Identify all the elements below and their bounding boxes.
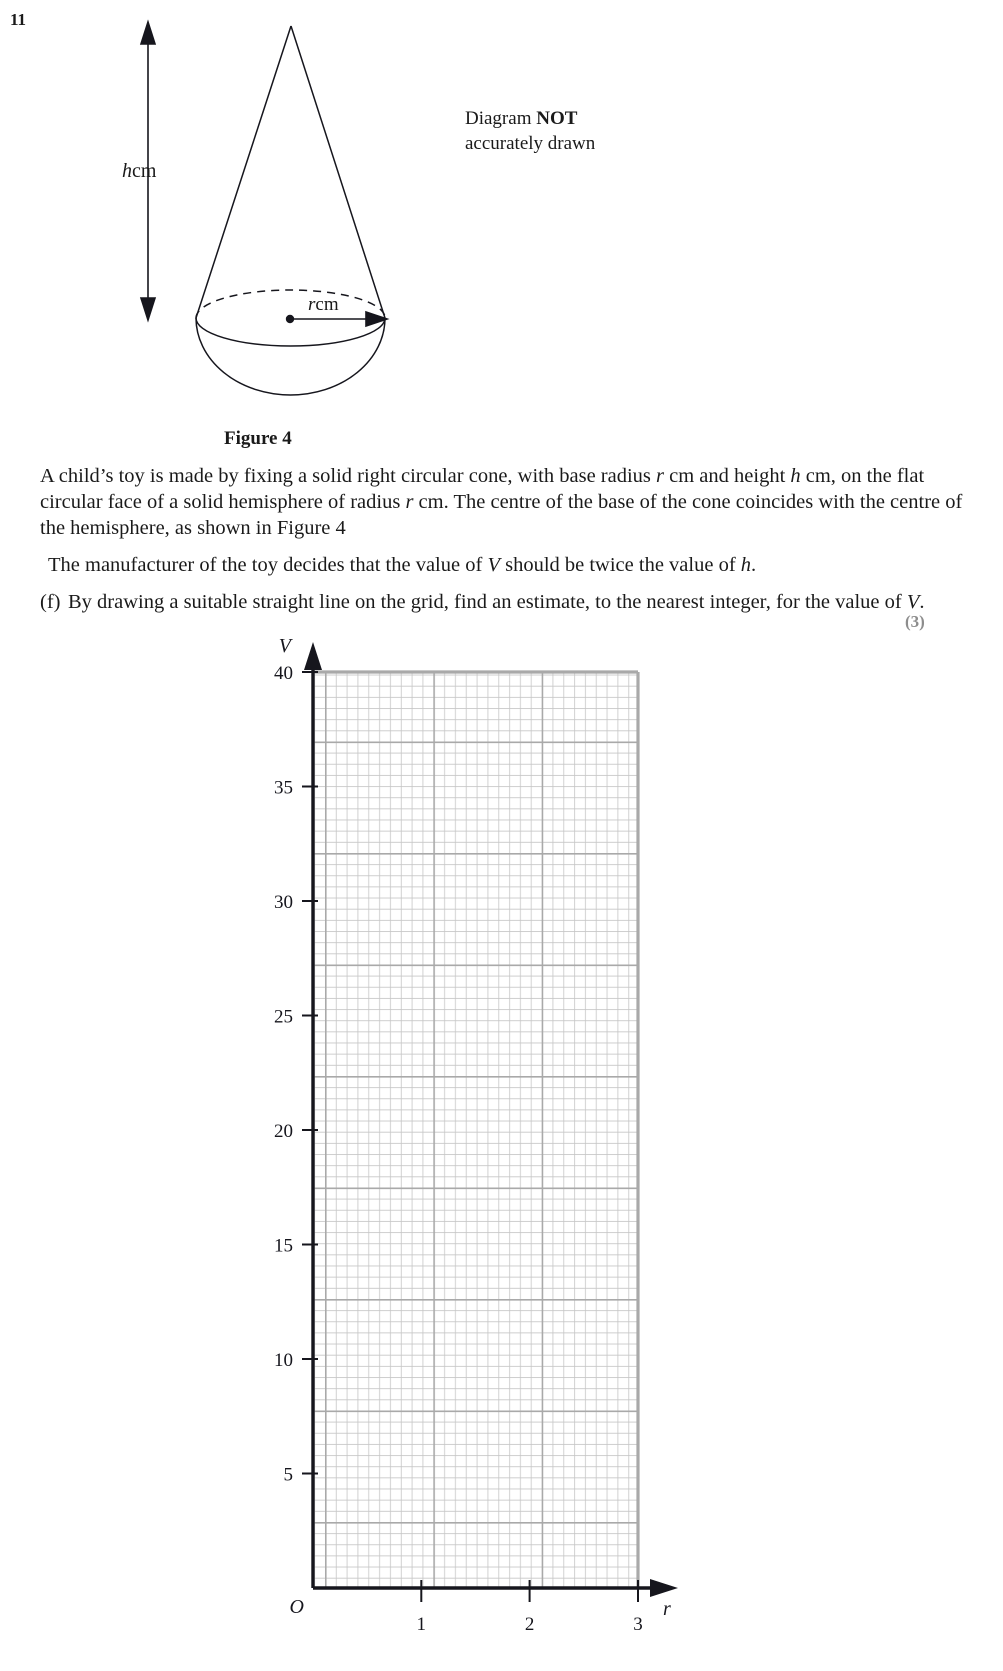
para2-part-a: The manufacturer of the toy decides that the value of (48, 554, 488, 576)
cone-outline (196, 26, 385, 318)
x-axis-arrowhead (650, 1579, 678, 1597)
y-tick-label-20: 20 (274, 1121, 293, 1142)
radius-variable: r (308, 294, 316, 315)
y-axis-tick-labels (274, 663, 293, 1486)
height-label (122, 160, 156, 183)
part-f-period: . (919, 591, 925, 613)
paragraph-description (40, 463, 970, 541)
height-variable: h (122, 160, 132, 182)
question-body-text (40, 463, 970, 615)
x-axis-tick-labels (417, 1614, 643, 1635)
base-ellipse-back (196, 290, 385, 318)
question-number: 11 (10, 10, 27, 29)
y-tick-label-5: 5 (283, 1464, 293, 1486)
para1-part-b: cm and height (664, 465, 791, 487)
part-f-V-var: V (906, 591, 920, 613)
para2-V-var: V (487, 554, 500, 576)
para1-part-a: A child’s toy is made by fixing a solid right circular cone, with base radius (40, 465, 657, 487)
diagram-note-line1: Diagram (465, 108, 537, 129)
figure-4-svg (0, 0, 1003, 460)
question-part-f (40, 589, 970, 615)
grid-area[interactable] (313, 672, 638, 1588)
y-tick-label-10: 10 (274, 1350, 293, 1371)
answer-grid-graph[interactable] (0, 630, 1003, 1671)
para1-r-var-2: r (405, 491, 414, 513)
part-f-text: By drawing a suitable straight line on the grid, find an estimate, to the nearest integer, for the value of (68, 591, 907, 613)
para2-part-b: should be twice the value of (499, 554, 741, 576)
diagram-not-accurate-note (465, 106, 595, 156)
radius-unit: cm (315, 294, 339, 315)
y-tick-label-35: 35 (274, 777, 293, 799)
para1-r-var: r (656, 465, 664, 487)
para1-h-var: h (790, 465, 801, 487)
x-tick-label-1: 1 (416, 1614, 427, 1635)
origin-label: O (289, 1596, 304, 1618)
diagram-note-line2: accurately drawn (465, 133, 596, 154)
para2-h-var: h (740, 554, 752, 576)
y-tick-label-25: 25 (274, 1006, 293, 1028)
para1-part-c: cm, on the flat circular face of a solid hemisphere of radius (40, 465, 925, 513)
y-tick-label-40: 40 (274, 663, 293, 684)
part-f-label: (f) (40, 591, 61, 613)
x-axis-label-r: r (663, 1598, 671, 1620)
marks-indicator: (3) (905, 612, 925, 631)
figure-caption: Figure 4 (224, 428, 292, 449)
radius-label (308, 294, 339, 316)
para2-part-c: . (751, 554, 757, 576)
hemisphere-outline (196, 318, 385, 395)
y-tick-label-15: 15 (274, 1235, 293, 1257)
y-axis-label-V: V (278, 635, 291, 657)
graph-svg[interactable] (0, 630, 1003, 1671)
para1-part-d: cm. The centre of the base of the cone coincides with the centre of the hemisphere, as shown in Figure 4 (40, 491, 963, 539)
paragraph-manufacturer (40, 552, 970, 578)
height-unit: cm (132, 160, 157, 182)
x-tick-label-2: 2 (524, 1614, 535, 1635)
y-axis-arrowhead (304, 642, 322, 670)
x-tick-label-3: 3 (633, 1614, 643, 1635)
diagram-note-bold: NOT (536, 108, 578, 129)
y-tick-label-30: 30 (274, 892, 293, 913)
figure-4-illustration (0, 0, 1003, 460)
